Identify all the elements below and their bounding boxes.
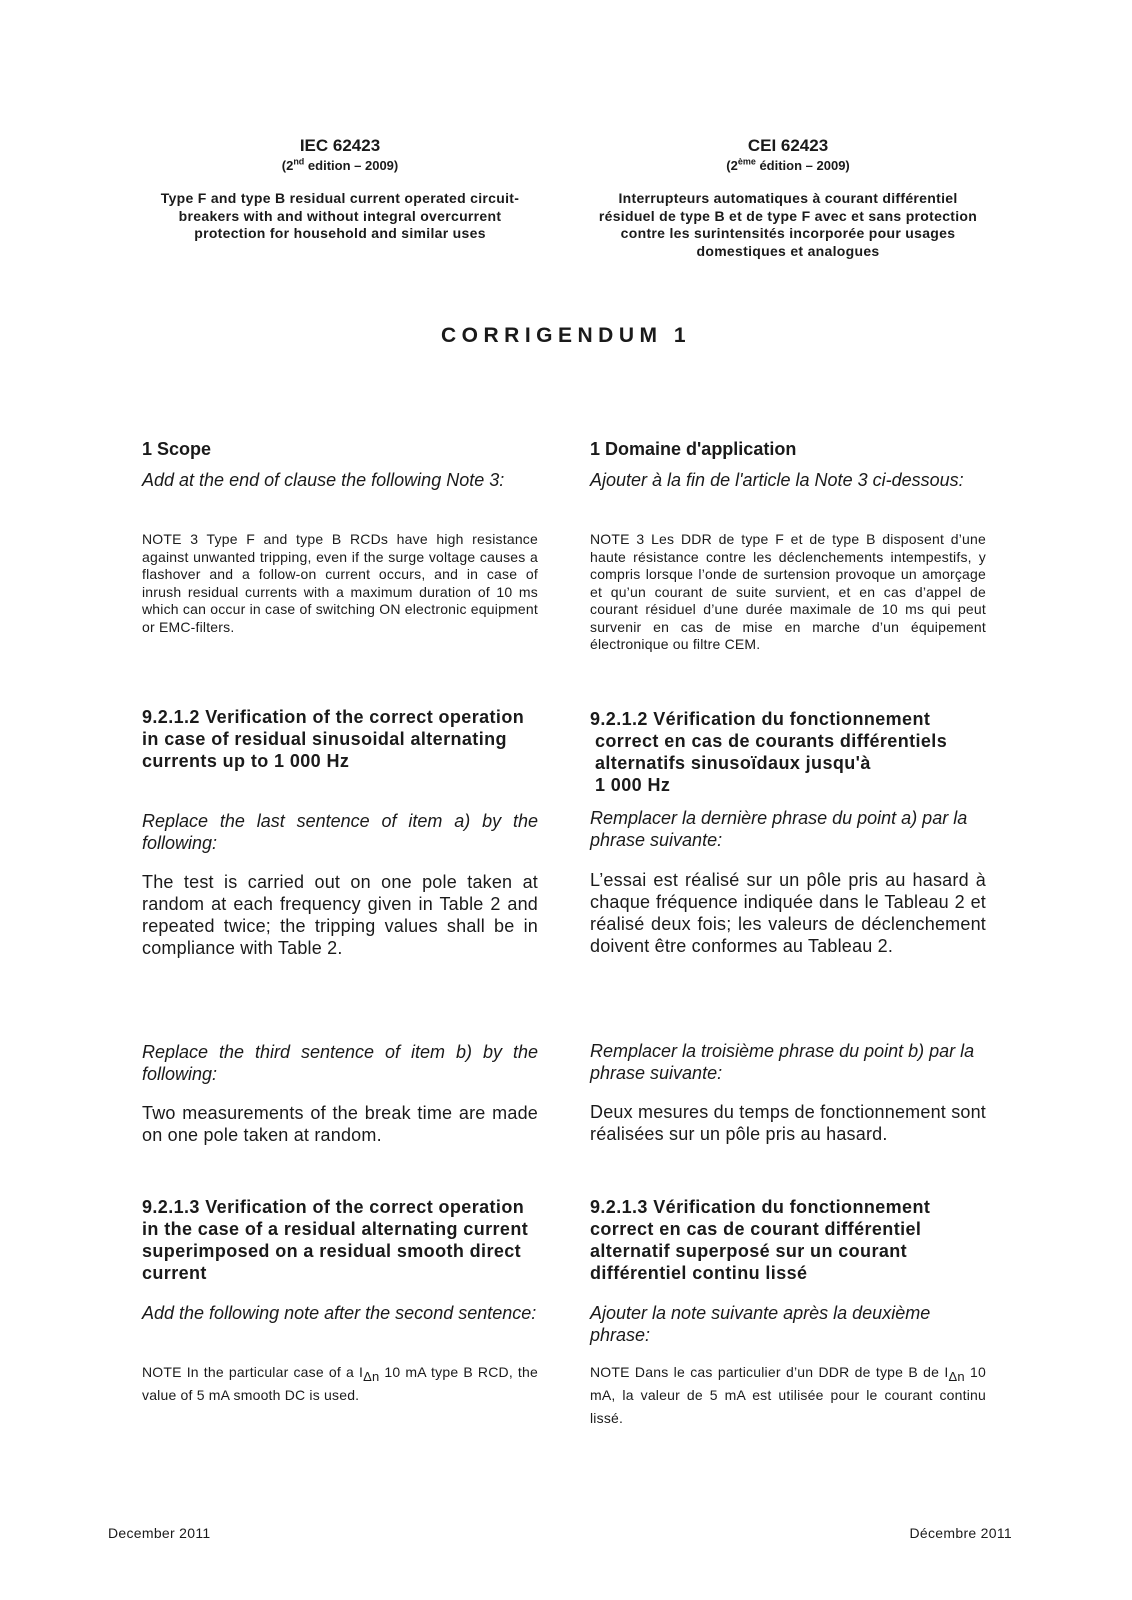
header-right	[590, 136, 986, 260]
section-9212-text-a-fr: L’essai est réalisé sur un pôle pris au hasard à chaque fréquence indiquée dans le Tableau 2 et réalisé deux fois; les valeurs de déclenchement doivent être conformes au Tableau 2.	[590, 870, 986, 956]
edition-fr: (2ème édition – 2009)	[726, 156, 850, 173]
section-9212-heading-fr: 9.2.1.2 Vérification du fonctionnement correct en cas de courants différentiels alternatifs sinusoïdaux jusqu'à 1 000 Hz	[590, 709, 948, 795]
scope-note-en: NOTE 3 Type F and type B RCDs have high resistance against unwanted tripping, even if the surge voltage causes a flashover and a follow-on current occurs, and in case of inrush residual currents with a maximum duration of 10 ms which can occur in case of switching ON electronic equipment or EMC-filters.	[142, 531, 538, 635]
scope-heading-fr: 1 Domaine d'application	[590, 439, 797, 459]
footer-date-fr: Décembre 2011	[909, 1525, 1012, 1541]
section-9213-note-fr: NOTE Dans le cas particulier d’un DDR de type B de $I_{\Delta n}$ 10 mA, la valeur de 5 mA est utilisée pour le courant continu lissé.	[590, 1364, 987, 1426]
scope-instruction-fr: Ajouter à la fin de l'article la Note 3 ci-dessous:	[590, 470, 964, 490]
section-9213-instruction-en: Add the following note after the second sentence:	[142, 1303, 537, 1323]
standard-number-en: IEC 62423	[299, 136, 381, 155]
section-9213-heading-fr: 9.2.1.3 Vérification du fonctionnement correct en cas de courant différentiel alternatif superposé sur un courant différentiel continu lissé	[590, 1197, 931, 1283]
corrigendum-title: CORRIGENDUM 1	[440, 324, 691, 347]
standard-number-fr: CEI 62423	[747, 136, 829, 155]
section-9212-heading-en: 9.2.1.2 Verification of the correct operation in case of residual sinusoidal alternating currents up to 1 000 Hz	[142, 707, 525, 771]
document-title-fr: Interrupteurs automatiques à courant différentiel résiduel de type B et de type F avec et sans protection contre les surintensités incorporée pour usages domestiques et analogues	[598, 190, 978, 259]
footer-date-en: December 2011	[108, 1525, 211, 1541]
scope-instruction-en: Add at the end of clause the following Note 3:	[142, 470, 505, 490]
edition-en: (2nd edition – 2009)	[281, 156, 399, 173]
document-title-en: Type F and type B residual current operated circuit-breakers with and without integral overcurrent protection for household and similar uses	[160, 190, 520, 241]
header-left	[142, 136, 538, 243]
section-9212-instruction-a-fr: Remplacer la dernière phrase du point a) par la phrase suivante:	[590, 808, 968, 850]
section-9213-instruction-fr: Ajouter la note suivante après la deuxième phrase:	[590, 1303, 931, 1345]
section-9212-instruction-b-en: Replace the third sentence of item b) by the following:	[142, 1042, 538, 1084]
section-9212-instruction-a-en: Replace the last sentence of item a) by the following:	[142, 811, 538, 853]
section-9212-text-a-en: The test is carried out on one pole taken at random at each frequency given in Table 2 and repeated twice; the tripping values shall be in compliance with Table 2.	[142, 872, 538, 958]
scope-heading-en: 1 Scope	[142, 439, 212, 459]
section-9213-note-en: NOTE In the particular case of a $I_{\Delta n}$ 10 mA type B RCD, the value of 5 mA smooth DC is used.	[142, 1364, 538, 1403]
scope-note-fr: NOTE 3 Les DDR de type F et de type B disposent d’une haute résistance contre les déclenchements intempestifs, y compris lorsque l’onde de surtension provoque un amorçage et qu’un courant de suite survient, et en cas d’appel de courant résiduel d’une durée maximale de 10 ms qui peut survenir en cas de mise en marche d’un équipement électronique ou filtre CEM.	[590, 531, 986, 652]
section-9212-instruction-b-fr: Remplacer la troisième phrase du point b) par la phrase suivante:	[590, 1041, 975, 1083]
section-9212-text-b-en: Two measurements of the break time are made on one pole taken at random.	[142, 1103, 538, 1145]
section-9213-heading-en: 9.2.1.3 Verification of the correct operation in the case of a residual alternating current superimposed on a residual smooth direct current	[142, 1197, 529, 1283]
section-9212-text-b-fr: Deux mesures du temps de fonctionnement sont réalisées sur un pôle pris au hasard.	[590, 1102, 987, 1144]
